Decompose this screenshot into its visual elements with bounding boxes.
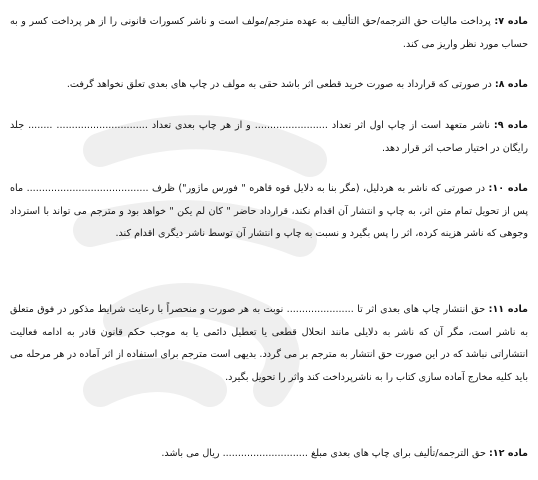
article-10 <box>10 178 528 246</box>
article-12-text: حق الترجمه/تألیف برای چاپ های بعدی مبلغ ............................ ریال می باشد. <box>161 448 486 459</box>
article-12-label: ماده ۱۲: <box>488 448 528 459</box>
article-9-label: ماده ۹: <box>493 120 528 131</box>
article-8-label: ماده ۸: <box>494 79 528 90</box>
article-9-text: ناشر متعهد است از چاپ اول اثر تعداد ........................ و از هر چاپ بعدی تعداد .............................. ........ جلد رایگان در اختیار صاحب اثر قرار دهد. <box>10 120 528 154</box>
article-8-text: در صورتی که قرارداد به صورت خرید قطعی اثر باشد حقی به مولف در چاپ های بعدی تعلق نخواهد گرفت. <box>66 79 492 90</box>
article-7-label: ماده ۷: <box>494 16 528 27</box>
article-10-text: در صورتی که ناشر به هردلیل، (مگر بنا به دلایل قوه قاهره " فورس ماژور") ظرف ........................................ ماه پس از تحویل تمام متن اثر، به چاپ و انتشار آن اقدام نکند، قرارداد حاضر " کان لم یکن " خواهد بود و مترجم می تواند با استرداد وجوهی که ناشر هزینه کرده، اثر را پس بگیرد و نسبت به چاپ و انتشار آن توسط ناشر دیگری اقدام کند. <box>10 183 528 239</box>
article-11 <box>10 299 528 389</box>
article-11-text: حق انتشار چاپ های بعدی اثر تا ...................... نوبت به هر صورت و منحصراً با رعایت شرایط مذکور در فوق متعلق به ناشر است، مگر آن که ناشر به دلایلی مانند انحلال قطعی یا تعطیل دائمی یا به موجب حکم قانون قادر به ادامه فعالیت انتشاراتی نباشد که در این صورت حق انتشار به مترجم بر می گردد. بدیهی است مترجم برای استفاده از اثر آماده در هر مرحله می باید کلیه مخارج آماده سازی کتاب را به ناشرپرداخت کند واثر را تحویل بگیرد. <box>10 304 528 383</box>
article-9 <box>10 115 528 160</box>
article-8 <box>10 74 528 97</box>
article-7-text: پرداخت مالیات حق الترجمه/حق التألیف به عهده مترجم/مولف است و ناشر کسورات قانونی را از هر پرداخت کسر و به حساب مورد نظر واریز می کند. <box>10 16 528 50</box>
article-10-label: ماده ۱۰: <box>488 183 528 194</box>
article-7 <box>10 11 528 56</box>
article-11-label: ماده ۱۱: <box>488 304 528 315</box>
article-12 <box>10 443 528 466</box>
